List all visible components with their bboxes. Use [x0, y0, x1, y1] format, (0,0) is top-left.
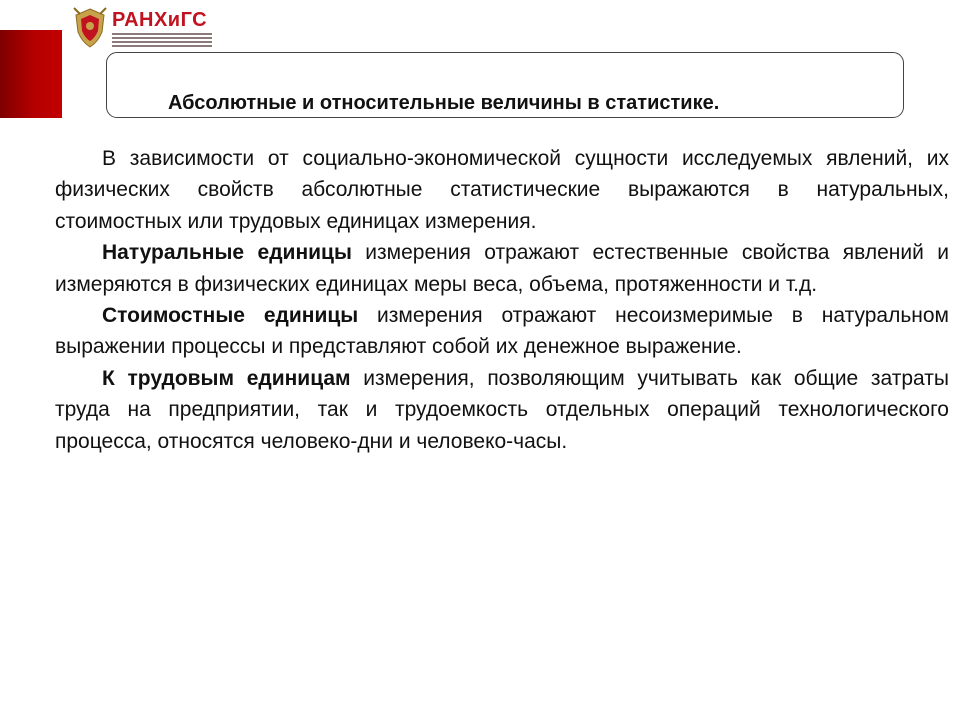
paragraph [55, 363, 949, 457]
paragraph-lead: К трудовым единицам [102, 366, 351, 390]
paragraph [55, 300, 949, 363]
logo [72, 6, 212, 50]
slide-title: Абсолютные и относительные величины в статистике. [168, 92, 720, 114]
paragraph-text: В зависимости от социально-экономической сущности исследуемых явлений, их физических свойств абсолютные статистические выражаются в натуральных, стоимостных или трудовых единицах измерения. [55, 147, 949, 233]
paragraph-text: измерения, позволяющим учитывать как общие затраты труда на предприятии, так и трудоемкость отдельных операций технологического процесса, относятся человеко-дни и человеко-часы. [55, 366, 949, 453]
paragraph-lead: Стоимостные единицы [102, 304, 359, 328]
logo-name: РАНХиГС [112, 9, 208, 31]
logo-caption [112, 33, 212, 49]
paragraph [55, 237, 949, 300]
body-text [55, 143, 949, 457]
paragraph-lead: Натуральные единицы [102, 241, 352, 265]
eagle-emblem-icon [72, 6, 108, 50]
paragraph-text: измерения отражают несоизмеримые в натуральном выражении процессы и представляют собой их денежное выражение. [55, 304, 949, 359]
paragraph-text: измерения отражают естественные свойства явлений и измеряются в физических единицах меры веса, объема, протяженности и т.д. [55, 241, 949, 296]
paragraph [55, 143, 949, 237]
red-accent-block [0, 30, 62, 118]
